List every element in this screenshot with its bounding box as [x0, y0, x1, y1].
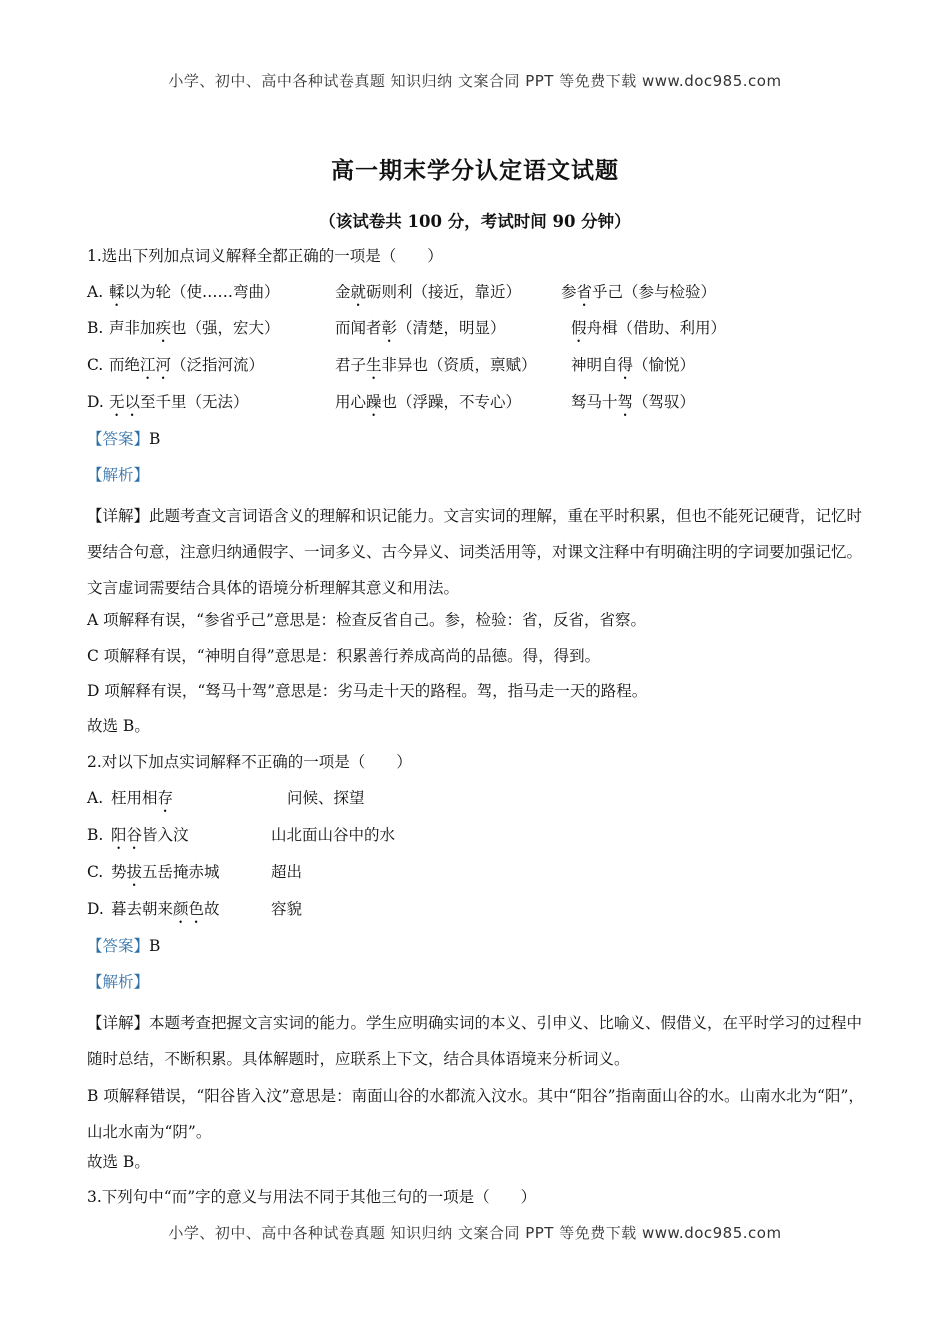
- q2-answer: 【答案】B: [87, 937, 161, 955]
- option-label: D.: [87, 900, 104, 918]
- option-label: A.: [87, 789, 104, 807]
- option-d-item-2: 用心躁也（浮躁，不专心）: [335, 393, 522, 411]
- option-c-meaning: 超出: [271, 863, 303, 881]
- option-a-item-1: 輮以为轮（使……弯曲）: [109, 283, 280, 301]
- page-header: 小学、初中、高中各种试卷真题 知识归纳 文案合同 PPT 等免费下载 www.doc985.com: [168, 72, 782, 90]
- q1-explain-c: C 项解释有误，“神明自得”意思是：积累善行养成高尚的品德。得，得到。: [87, 647, 601, 665]
- q2-stem: 2.对以下加点实词解释不正确的一项是（ ）: [87, 753, 412, 771]
- q3-stem: 3.下列句中“而”字的意义与用法不同于其他三句的一项是（ ）: [87, 1188, 537, 1206]
- option-label: B.: [87, 826, 104, 844]
- option-c-item-3: 神明自得（愉悦）: [571, 356, 696, 374]
- option-label: D.: [87, 393, 104, 411]
- q1-option-b[interactable]: [87, 318, 887, 340]
- option-d-item-1: 无以至千里（无法）: [109, 393, 249, 411]
- page-footer: 小学、初中、高中各种试卷真题 知识归纳 文案合同 PPT 等免费下载 www.doc985.com: [168, 1224, 782, 1242]
- option-b-item-1: 声非加疾也（强，宏大）: [109, 319, 280, 337]
- q1-option-d[interactable]: [87, 392, 887, 414]
- option-c-sentence: 势拔五岳掩赤城: [111, 863, 220, 881]
- q1-stem: 1.选出下列加点词义解释全都正确的一项是（ ）: [87, 247, 443, 265]
- q2-option-b[interactable]: [87, 825, 687, 847]
- option-c-item-2: 君子生非异也（资质，禀赋）: [335, 356, 537, 374]
- option-b-item-2: 而闻者彰（清楚，明显）: [335, 319, 506, 337]
- option-c-item-1: 而绝江河（泛指河流）: [109, 356, 265, 374]
- q1-answer: 【答案】B: [87, 430, 161, 448]
- q2-option-a[interactable]: [87, 788, 687, 810]
- option-b-item-3: 假舟楫（借助、利用）: [571, 319, 727, 337]
- q1-explain-d: D 项解释有误，“驽马十驾”意思是：劣马走十天的路程。驾，指马走一天的路程。: [87, 682, 648, 700]
- option-a-sentence: 枉用相存: [111, 789, 174, 807]
- q1-analysis-label: 【解析】: [87, 466, 150, 484]
- q2-analysis-label: 【解析】: [87, 973, 150, 991]
- option-d-sentence: 暮去朝来颜色故: [111, 900, 220, 918]
- option-label: B.: [87, 319, 104, 337]
- q2-option-c[interactable]: [87, 862, 687, 884]
- q1-conclusion: 故选 B。: [87, 717, 150, 735]
- q1-option-a[interactable]: [87, 282, 887, 304]
- q1-explain-a: A 项解释有误，“参省乎己”意思是：检查反省自己。参，检验：省，反省，省察。: [87, 611, 646, 629]
- option-label: C.: [87, 863, 104, 881]
- q1-option-c[interactable]: [87, 355, 887, 377]
- q2-conclusion: 故选 B。: [87, 1153, 150, 1171]
- option-label: A.: [87, 283, 104, 301]
- option-a-meaning: 问候、探望: [287, 789, 365, 807]
- q2-explain-b: B 项解释错误，“阳谷皆入汶”意思是：南面山谷的水都流入汶水。其中“阳谷”指南面山谷的水。山南水北为“阳”，山北水南为“阴”。: [87, 1087, 864, 1141]
- option-label: C.: [87, 356, 104, 374]
- option-b-meaning: 山北面山谷中的水: [271, 826, 396, 844]
- q2-option-d[interactable]: [87, 899, 687, 921]
- option-a-item-2: 金就砺则利（接近，靠近）: [335, 283, 522, 301]
- option-d-item-3: 驽马十驾（驾驭）: [571, 393, 696, 411]
- q1-detail: 【详解】此题考查文言词语含义的理解和识记能力。文言实词的理解，重在平时积累，但也不能死记硬背，记忆时要结合句意，注意归纳通假字、一词多义、古今异义、词类活用等，对课文注释中有明确注明的字词要加强记忆。文言虚词需要结合具体的语境分析理解其意义和用法。: [87, 507, 863, 597]
- option-d-meaning: 容貌: [271, 900, 303, 918]
- page-title: 高一期末学分认定语文试题: [331, 157, 619, 184]
- option-b-sentence: 阳谷皆入汶: [111, 826, 189, 844]
- option-a-item-3: 参省乎己（参与检验）: [561, 283, 717, 301]
- q2-detail: 【详解】本题考查把握文言实词的能力。学生应明确实词的本义、引申义、比喻义、假借义，在平时学习的过程中随时总结，不断积累。具体解题时，应联系上下文，结合具体语境来分析词义。: [87, 1014, 863, 1068]
- exam-info: （该试卷共 100 分，考试时间 90 分钟）: [319, 212, 631, 231]
